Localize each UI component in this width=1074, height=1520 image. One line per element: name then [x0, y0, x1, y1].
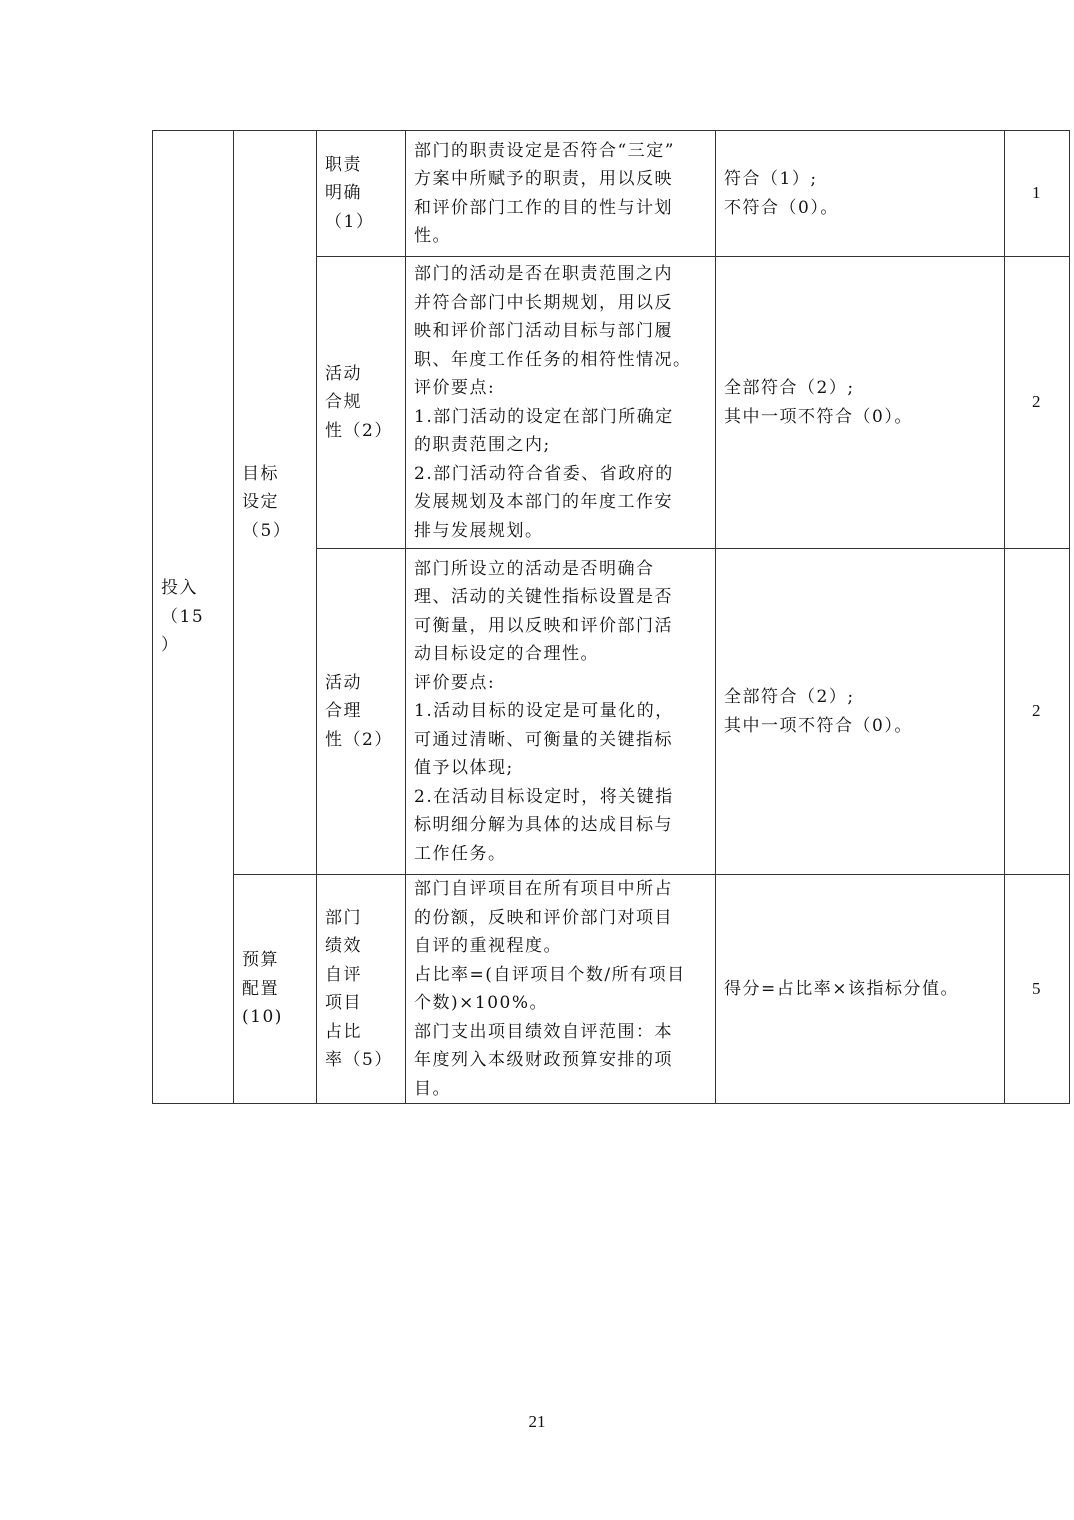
- description-line: 1.部门活动的设定在部门所确定: [414, 406, 674, 427]
- group-line: (10): [242, 1007, 283, 1028]
- description-line: 职、年度工作任务的相符性情况。: [414, 349, 692, 370]
- description-line: 1.活动目标的设定是可量化的，: [414, 701, 674, 722]
- indicator-name-line: 合规: [325, 392, 362, 413]
- indicator-name-line: 明确: [325, 183, 362, 204]
- criteria-line: 符合（1）;: [724, 169, 818, 189]
- description-line: 性。: [414, 226, 451, 246]
- indicator-name-line: 项目: [325, 993, 362, 1013]
- description-line: 动目标设定的合理性。: [414, 644, 599, 665]
- indicator-name-line: 绩效: [325, 936, 362, 956]
- indicator-name-line: 率（5）: [325, 1050, 393, 1070]
- description-line: 映和评价部门活动目标与部门履: [414, 321, 673, 341]
- criteria-line: 不符合（0）。: [724, 197, 839, 218]
- indicator-name-line: 性（2）: [325, 420, 393, 441]
- group-line: 目标: [242, 463, 279, 484]
- description-line: 个数)×100%。: [414, 993, 548, 1013]
- indicator-name-line: 活动: [325, 363, 362, 384]
- scoring-criteria-cell: [716, 875, 1005, 1104]
- indicator-description-cell: [406, 131, 716, 257]
- group-cell: [234, 875, 317, 1104]
- table-row: [153, 131, 1070, 257]
- description-line: 自评的重视程度。: [414, 936, 562, 956]
- description-line: 部门所设立的活动是否明确合: [414, 558, 655, 579]
- description-line: 方案中所赋予的职责，用以反映: [414, 169, 673, 189]
- group-line: 配置: [242, 978, 279, 999]
- score-cell: 2: [1005, 549, 1070, 875]
- description-line: 发展规划及本部门的年度工作安: [414, 492, 673, 512]
- description-line: 部门自评项目在所有项目中所占: [414, 879, 673, 899]
- score-cell: 5: [1005, 875, 1070, 1104]
- scoring-criteria-cell: [716, 549, 1005, 875]
- score-cell: 1: [1005, 131, 1070, 257]
- description-line: 可通过清晰、可衡量的关键指标: [414, 729, 673, 750]
- page-number: 21: [528, 1412, 546, 1431]
- description-line: 2.在活动目标设定时，将关键指: [414, 786, 674, 807]
- indicator-description-cell: [406, 257, 716, 549]
- scoring-criteria-cell: [716, 257, 1005, 549]
- description-line: 评价要点:: [414, 672, 496, 693]
- level1-line: （15: [161, 606, 205, 627]
- evaluation-table: [152, 130, 1070, 1104]
- criteria-line: 其中一项不符合（0）。: [724, 715, 913, 736]
- description-line: 的份额，反映和评价部门对项目: [414, 907, 673, 928]
- description-line: 评价要点:: [414, 378, 496, 398]
- description-line: 部门支出项目绩效自评范围：本: [414, 1021, 673, 1042]
- description-line: 的职责范围之内;: [414, 435, 551, 455]
- level1-cell: [153, 131, 234, 1104]
- indicator-name-line: 自评: [325, 964, 362, 985]
- indicator-name-line: 职责: [325, 154, 362, 175]
- description-line: 和评价部门工作的目的性与计划: [414, 197, 673, 218]
- description-line: 值予以体现;: [414, 758, 514, 779]
- score-cell: 2: [1005, 257, 1070, 549]
- description-line: 占比率=(自评项目个数/所有项目: [414, 964, 686, 985]
- group-line: 设定: [242, 492, 279, 513]
- criteria-line: 全部符合（2）;: [724, 687, 855, 707]
- indicator-name-line: 部门: [325, 907, 362, 928]
- indicator-name-line: 性（2）: [325, 729, 393, 750]
- description-line: 部门的职责设定是否符合“三定”: [414, 140, 675, 161]
- scoring-criteria-cell: [716, 131, 1005, 257]
- indicator-name-line: 活动: [325, 672, 362, 693]
- indicator-name-cell: [317, 549, 406, 875]
- description-line: 目。: [414, 1078, 451, 1099]
- description-line: 工作任务。: [414, 843, 507, 864]
- group-cell: [234, 131, 317, 875]
- description-line: 排与发展规划。: [414, 520, 544, 541]
- description-line: 标明细分解为具体的达成目标与: [414, 815, 673, 836]
- description-line: 部门的活动是否在职责范围之内: [414, 264, 673, 284]
- description-line: 年度列入本级财政预算安排的项: [414, 1050, 673, 1070]
- level1-line: ）: [161, 635, 180, 656]
- level1-line: 投入: [161, 578, 198, 599]
- group-line: （5）: [242, 520, 292, 541]
- description-line: 并符合部门中长期规划，用以反: [414, 292, 673, 313]
- indicator-name-cell: [317, 257, 406, 549]
- indicator-name-cell: [317, 875, 406, 1104]
- description-line: 理、活动的关键性指标设置是否: [414, 587, 673, 608]
- indicator-name-line: 合理: [325, 701, 362, 722]
- criteria-line: 其中一项不符合（0）。: [724, 406, 913, 427]
- indicator-name-line: 占比: [325, 1021, 362, 1042]
- description-line: 可衡量，用以反映和评价部门活: [414, 615, 673, 636]
- table-row: [153, 875, 1070, 1104]
- group-line: 预算: [242, 950, 279, 971]
- description-line: 2.部门活动符合省委、省政府的: [414, 463, 674, 484]
- indicator-name-line: （1）: [325, 211, 375, 232]
- criteria-line: 全部符合（2）;: [724, 378, 855, 398]
- indicator-description-cell: [406, 875, 716, 1104]
- criteria-line: 得分=占比率×该指标分值。: [724, 978, 959, 999]
- indicator-name-cell: [317, 131, 406, 257]
- indicator-description-cell: [406, 549, 716, 875]
